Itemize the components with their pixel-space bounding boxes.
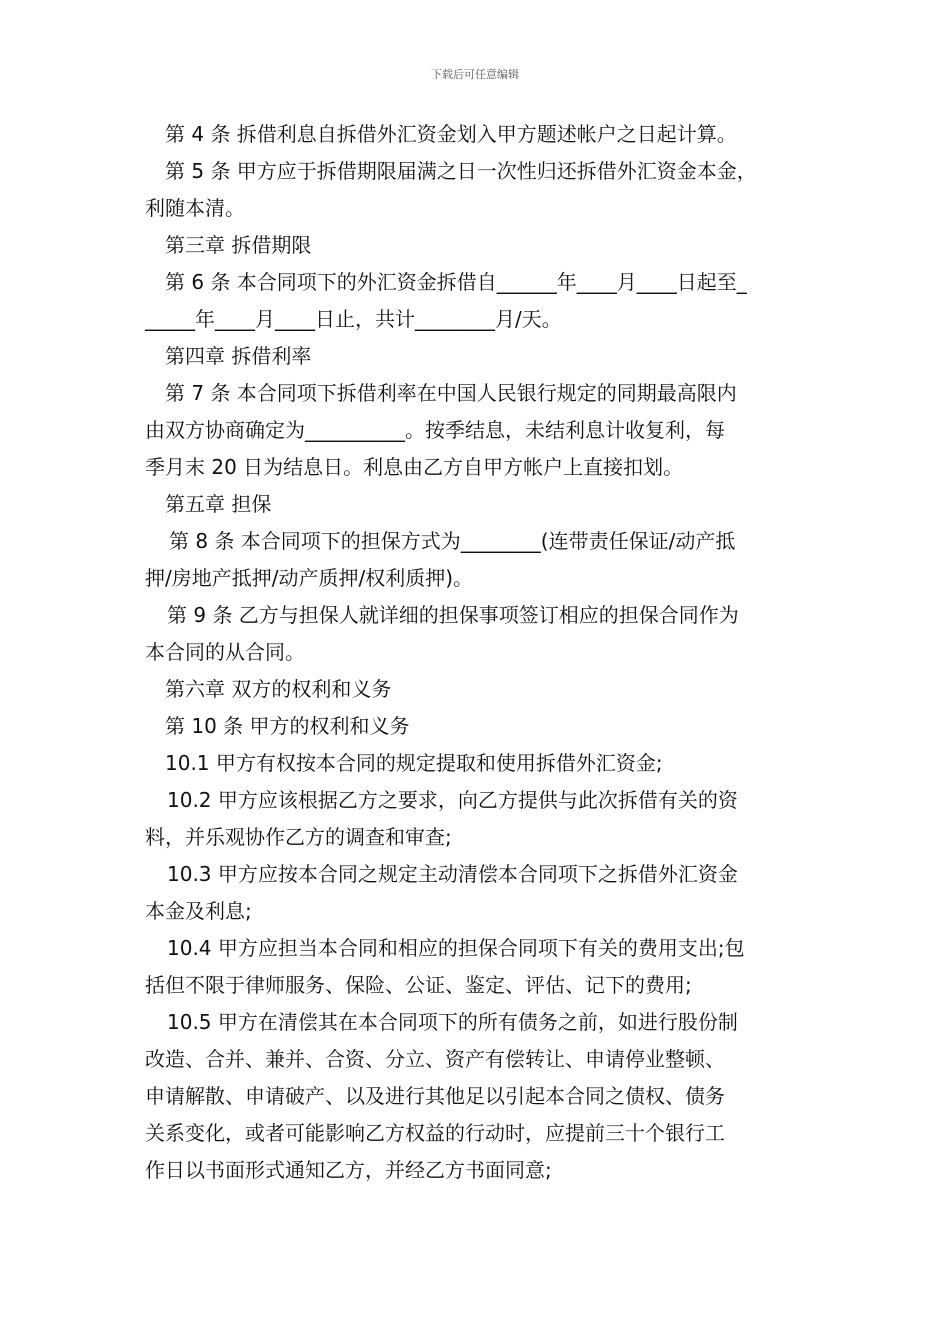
document-body xyxy=(145,116,815,1189)
text-line: 本金及利息; xyxy=(145,899,252,923)
text-line: 第 6 条 本合同项下的外汇资金拆借自______年____月____日起至_ xyxy=(165,270,747,294)
text-line: 第四章 拆借利率 xyxy=(165,344,312,368)
text-line: _____年____月____日止，共计________月/天。 xyxy=(145,307,562,331)
text-line: 申请解散、申请破产、以及进行其他足以引起本合同之债权、债务 xyxy=(145,1084,725,1108)
text-line: 第 10 条 甲方的权利和义务 xyxy=(165,714,410,738)
text-line: 改造、合并、兼并、合资、分立、资产有偿转让、申请停业整顿、 xyxy=(145,1047,725,1071)
page-header: 下载后可任意编辑 xyxy=(431,68,519,81)
text-line: 第 5 条 甲方应于拆借期限届满之日一次性归还拆借外汇资金本金， xyxy=(165,159,757,183)
text-line: 第 9 条 乙方与担保人就详细的担保事项签订相应的担保合同作为 xyxy=(167,603,739,627)
text-line: 10.2 甲方应该根据乙方之要求，向乙方提供与此次拆借有关的资 xyxy=(167,788,738,812)
text-line: 押/房地产抵押/动产质押/权利质押)。 xyxy=(145,566,474,590)
text-line: 利随本清。 xyxy=(145,196,245,220)
text-line: 10.3 甲方应按本合同之规定主动清偿本合同项下之拆借外汇资金 xyxy=(167,862,738,886)
text-line: 第 7 条 本合同项下拆借利率在中国人民银行规定的同期最高限内 xyxy=(165,381,737,405)
text-line: 第六章 双方的权利和义务 xyxy=(165,677,392,701)
text-line: 第 4 条 拆借利息自拆借外汇资金划入甲方题述帐户之日起计算。 xyxy=(165,122,737,146)
text-line: 括但不限于律师服务、保险、公证、鉴定、评估、记下的费用; xyxy=(145,973,692,997)
text-line: 关系变化，或者可能影响乙方权益的行动时，应提前三十个银行工 xyxy=(145,1121,725,1145)
text-line: 料，并乐观协作乙方的调查和审查; xyxy=(145,825,452,849)
text-line: 季月末 20 日为结息日。利息由乙方自甲方帐户上直接扣划。 xyxy=(145,455,684,479)
text-line: 10.1 甲方有权按本合同的规定提取和使用拆借外汇资金; xyxy=(165,751,663,775)
text-line: 第三章 拆借期限 xyxy=(165,233,312,257)
text-line: 第五章 担保 xyxy=(165,492,272,516)
text-line: 由双方协商确定为__________。按季结息，未结利息计收复利，每 xyxy=(145,418,725,442)
text-line: 第 8 条 本合同项下的担保方式为________(连带责任保证/动产抵 xyxy=(169,529,736,553)
text-line: 作日以书面形式通知乙方，并经乙方书面同意; xyxy=(145,1158,552,1182)
text-line: 本合同的从合同。 xyxy=(145,640,305,664)
text-line: 10.4 甲方应担当本合同和相应的担保合同项下有关的费用支出;包 xyxy=(167,936,745,960)
text-line: 10.5 甲方在清偿其在本合同项下的所有债务之前，如进行股份制 xyxy=(167,1010,738,1034)
